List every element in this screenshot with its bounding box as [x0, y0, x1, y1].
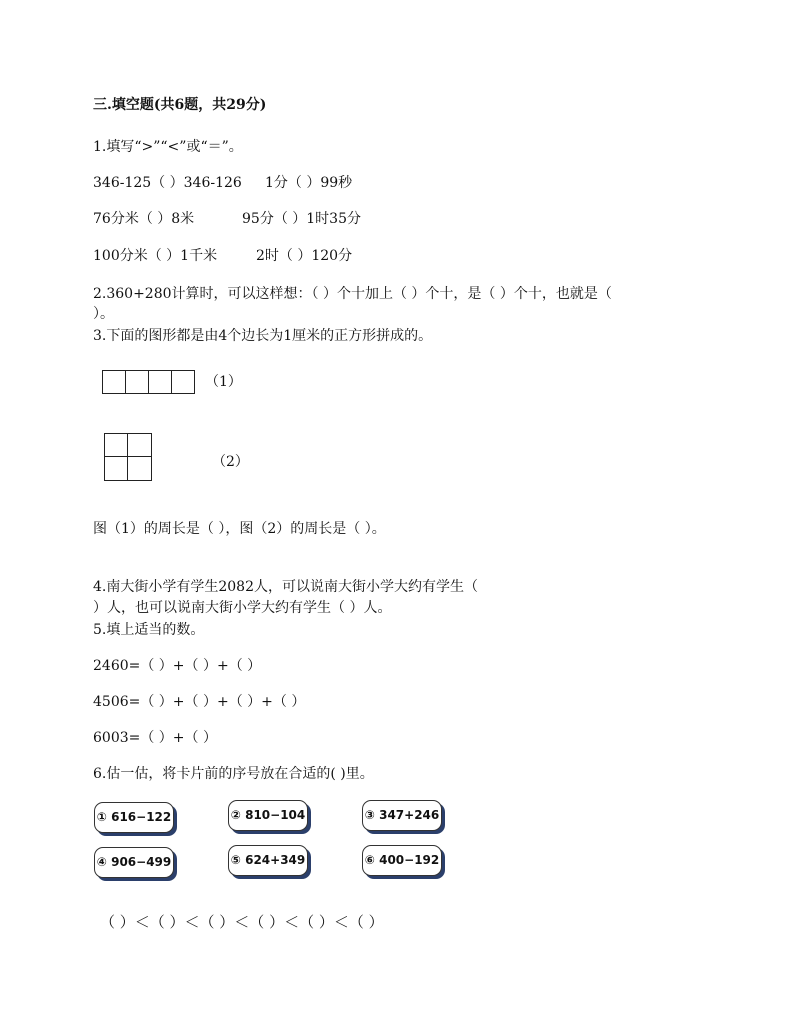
card-2: ② 810−104 — [228, 800, 308, 831]
card-6: ⑥ 400−192 — [362, 845, 442, 876]
unit-square — [125, 370, 149, 394]
figure-2-label: （2） — [212, 454, 249, 470]
q5-eq1: 2460=（ ）+（ ）+（ ） — [93, 658, 262, 674]
q1-row3-right: 2时（ ）120分 — [256, 248, 353, 264]
q1-row1-left: 346-125（ ）346-126 — [93, 175, 242, 191]
q3-answer: 图（1）的周长是（ ），图（2）的周长是（ ）。 — [93, 521, 386, 537]
q1-row2-left: 76分米（ ）8米 — [93, 211, 195, 227]
q1-row2-right: 95分（ ）1时35分 — [242, 211, 361, 227]
q5-prompt: 5.填上适当的数。 — [93, 622, 205, 638]
q4-line1: 4.南大街小学有学生2082人，可以说南大街小学大约有学生（ — [93, 579, 478, 595]
q1-row1-right: 1分（ ）99秒 — [265, 175, 353, 191]
unit-square — [148, 370, 172, 394]
figure-1-strip — [103, 370, 195, 394]
card-1: ① 616−122 — [94, 802, 174, 833]
card-3: ③ 347+246 — [362, 800, 442, 831]
card-5: ⑤ 624+349 — [228, 845, 308, 876]
card-4: ④ 906−499 — [94, 847, 174, 878]
figure-1-label: （1） — [205, 374, 242, 390]
figure-2-square — [104, 433, 152, 481]
section-title: 三.填空题(共6题，共29分) — [93, 97, 267, 113]
q1-row3-left: 100分米（ ）1千米 — [93, 248, 218, 264]
q2-line2: ）。 — [93, 306, 114, 322]
q6-prompt: 6.估一估，将卡片前的序号放在合适的( )里。 — [93, 766, 374, 782]
unit-square — [102, 370, 126, 394]
q5-eq3: 6003=（ ）+（ ） — [93, 730, 217, 746]
q1-prompt: 1.填写“>”“<”或“＝”。 — [93, 139, 243, 155]
q2-line1: 2.360+280计算时，可以这样想：（ ）个十加上（ ）个十，是（ ）个十，也就是（ — [93, 286, 612, 302]
q5-eq2: 4506=（ ）+（ ）+（ ）+（ ） — [93, 694, 306, 710]
q6-order-answer: （ ）＜（ ）＜（ ）＜（ ）＜（ ）＜（ ） — [100, 913, 384, 931]
unit-square — [171, 370, 195, 394]
q3-prompt: 3.下面的图形都是由4个边长为1厘米的正方形拼成的。 — [93, 328, 433, 344]
q4-line2: ）人，也可以说南大街小学大约有学生（ ）人。 — [93, 600, 392, 616]
